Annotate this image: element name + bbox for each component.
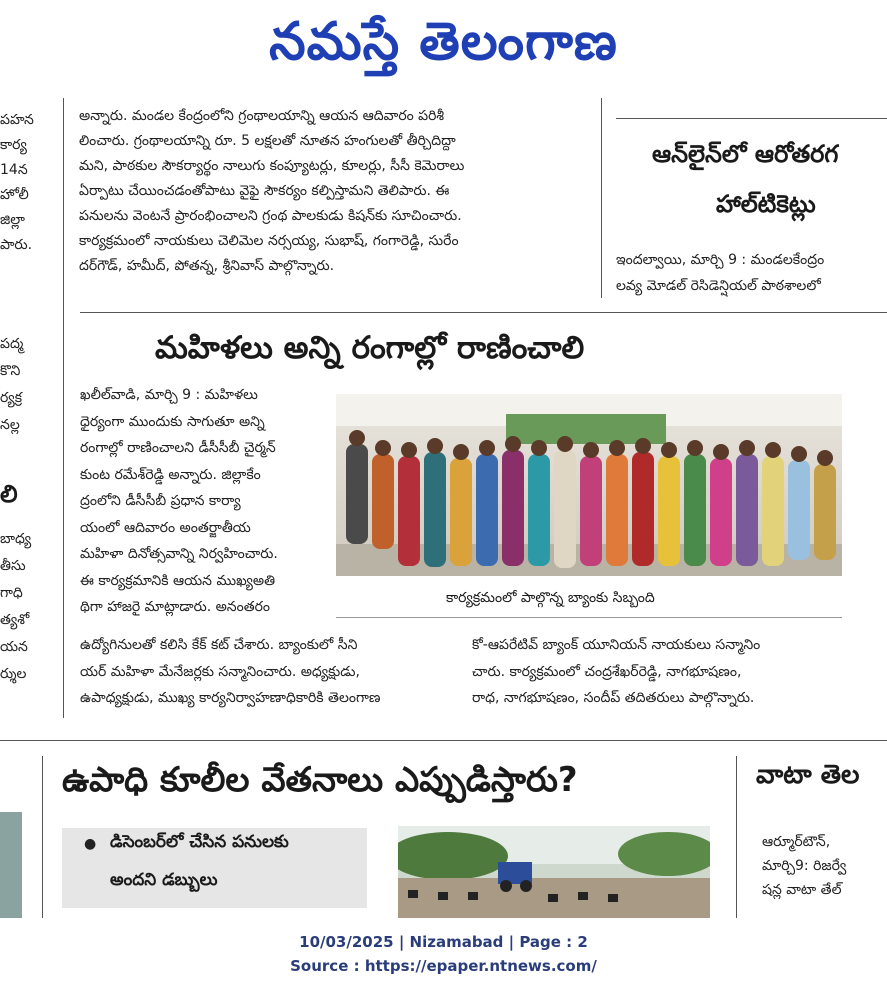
- main-story-body-left-cont: [80, 632, 455, 712]
- text-line: ఉపాధ్యక్షుడు, ముఖ్య కార్యనిర్వాహణాధికారికి తెలంగాణ: [80, 690, 381, 706]
- text-line: నల్ల: [0, 417, 20, 433]
- photo-caption: కార్యక్రమంలో పాల్గొన్న బ్యాంకు సిబ్బంది: [446, 590, 655, 606]
- text-line: తీసు: [0, 558, 26, 574]
- text-line: షన్ల వాటా తేల్: [762, 882, 842, 898]
- text-line: కొని: [0, 363, 21, 379]
- text-line: ఇందల్వాయి, మార్చి 9 : మండలకేంద్రం: [616, 252, 825, 268]
- main-story-body-left: [80, 382, 335, 621]
- text-line: ఈ కార్యక్రమానికి ఆయన ముఖ్యఅతి: [80, 572, 276, 589]
- top-story-body: [79, 104, 594, 279]
- text-line: త్యశో: [0, 612, 30, 628]
- left-strip-bottom: [0, 526, 42, 688]
- text-line: యర్ మహిళా మేనేజర్లకు సన్మానించారు. అధ్యక్షుడు,: [80, 663, 360, 680]
- main-story-body-right: [472, 632, 862, 712]
- text-line: లించారు. గ్రంథాలయాన్ని రూ. 5 లక్షలతో నూతన హంగులతో తీర్చిదిద్దా: [79, 133, 456, 149]
- left-strip-heading: లి: [0, 480, 18, 508]
- text-line: దర్‌గౌడ్, హమీద్, పోతన్న, శ్రీనివాస్ పాల్గొన్నారు.: [79, 258, 335, 274]
- text-line: గాధి: [0, 585, 23, 601]
- text-line: చారు. కార్యక్రమంలో చంద్రశేఖర్‌రెడ్డి, నాగభూషణం,: [472, 663, 742, 680]
- text-line: ద్రంలోని డీసీసీబీ ప్రధాన కార్యా: [80, 493, 241, 509]
- footer: [0, 930, 887, 978]
- column-rule: [736, 756, 737, 920]
- text-line: మని, పాఠకుల సౌకర్యార్థం నాలుగు కంప్యూటర్లు, కూలర్లు, సీసీ కెమెరాలు: [79, 158, 465, 174]
- left-strip-top: [0, 108, 42, 258]
- text-line: యన: [0, 639, 28, 655]
- footer-source-link[interactable]: Source : https://epaper.ntnews.com/: [290, 957, 597, 975]
- caption-rule: [336, 617, 842, 618]
- text-line: యంలో ఆదివారం అంతర్జాతీయ: [80, 519, 251, 536]
- text-line: హోలీ: [0, 187, 29, 203]
- newspaper-title: నమస్తే తెలంగాణ: [269, 12, 618, 72]
- text-line: కార్యక్రమంలో నాయకులు చెలిమెల నర్సయ్య, సుభాష్, గంగారెడ్డి, సురేం: [79, 233, 459, 249]
- text-line: కో-ఆపరేటివ్ బ్యాంక్ యూనియన్ నాయకులు సన్మానిం: [472, 637, 761, 653]
- column-rule: [63, 98, 64, 718]
- text-line: రంగాల్లో రాణించాలని డీసీసీబీ చైర్మన్: [80, 440, 276, 456]
- text-line: ర్యక్ర: [0, 390, 23, 406]
- text-line: లవ్య మోడల్ రెసిడెన్షియల్ పాఠశాలలో: [616, 278, 821, 294]
- subheadline-line-1: డిసెంబర్‌లో చేసిన పనులకు: [110, 832, 289, 852]
- text-line: కుంట రమేశ్‌రెడ్డి అన్నారు. జిల్లాకేం: [80, 466, 261, 483]
- masthead: [0, 0, 887, 84]
- text-line: మార్చి9: రిజర్వే: [762, 858, 847, 874]
- column-rule: [601, 98, 602, 298]
- bottom-story-headline: ఉపాధి కూలీల వేతనాలు ఎప్పుడిస్తారు?: [62, 760, 578, 800]
- text-line: ఏర్పాటు చేయించడంతోపాటు వైఫై సౌకర్యం కల్పిస్తామని తెలిపారు. ఈ: [79, 183, 450, 199]
- bottom-right-headline: వాటా తెల: [756, 760, 860, 790]
- text-line: పహన: [0, 112, 34, 128]
- text-line: ర్శుల: [0, 666, 27, 682]
- text-line: పనులను వెంటనే ప్రారంభించాలని గ్రంథ పాలకుడు కిషన్‌కు సూచించారు.: [79, 208, 462, 224]
- section-rule: [0, 740, 887, 741]
- right-top-headline-2: హాల్‌టికెట్లు: [716, 190, 816, 218]
- text-line: ఆర్మూర్‌టౌన్,: [762, 834, 831, 850]
- footer-edition-line: 10/03/2025 | Nizamabad | Page : 2: [299, 933, 588, 951]
- text-line: జిల్లా: [0, 212, 25, 228]
- right-top-headline-1: ఆన్‌లైన్‌లో ఆరోతరగ: [652, 140, 839, 168]
- subheadline-box: [62, 828, 367, 908]
- text-line: కార్య: [0, 137, 27, 153]
- text-line: మహిళా దినోత్సవాన్ని నిర్వహించారు.: [80, 546, 278, 562]
- left-strip-mid: [0, 331, 42, 439]
- field-photo: [398, 826, 710, 918]
- section-rule: [616, 118, 887, 119]
- section-rule: [80, 312, 887, 313]
- bullet-icon: ●: [84, 836, 97, 852]
- text-line: రాధ, నాగభూషణం, సందీప్ తదితరులు పాల్గొన్నారు.: [472, 690, 755, 706]
- text-line: 14న: [0, 162, 28, 178]
- text-line: పారు.: [0, 237, 33, 253]
- column-rule: [42, 756, 43, 920]
- group-photo-image: [336, 394, 842, 576]
- text-line: ఉద్యోగినులతో కలిసి కేక్ కట్ చేశారు. బ్యాంకులో సీని: [80, 637, 358, 653]
- text-line: పద్మ: [0, 336, 24, 352]
- text-line: థిగా హాజరై మాట్లాడారు. అనంతరం: [80, 599, 271, 615]
- text-line: అన్నారు. మండల కేంద్రంలోని గ్రంథాలయాన్ని ఆయన ఆదివారం పరిశీ: [79, 108, 445, 124]
- subheadline-line-2: అందని డబ్బులు: [110, 870, 218, 890]
- field-photo-image: [398, 826, 710, 918]
- text-line: ధైర్యంగా ముందుకు సాగుతూ అన్ని: [80, 413, 265, 430]
- left-edge-photo: [0, 812, 22, 918]
- text-line: బాధ్య: [0, 531, 32, 547]
- main-story-headline: మహిళలు అన్ని రంగాల్లో రాణించాలి: [155, 330, 585, 366]
- right-top-body: [616, 247, 887, 299]
- bottom-right-body: [762, 830, 887, 902]
- text-line: ఖలీల్‌వాడి, మార్చి 9 : మహిళలు: [80, 387, 258, 403]
- group-photo: [336, 394, 842, 576]
